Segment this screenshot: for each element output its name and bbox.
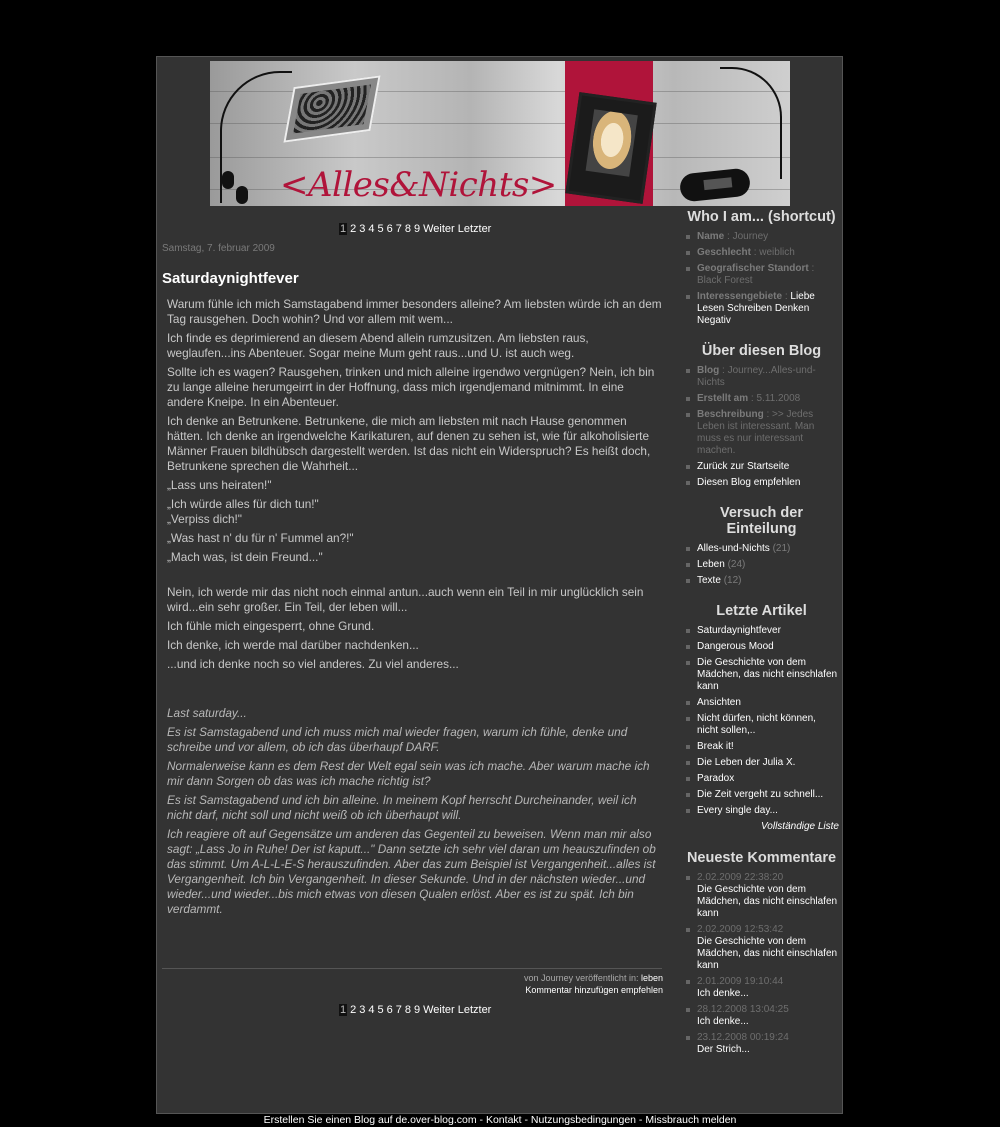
about-key: Erstellt am — [697, 393, 749, 404]
profile-value: weiblich — [759, 247, 795, 258]
last-page-link[interactable]: Letzter — [457, 223, 492, 235]
profile-item: Interessengebiete : Liebe Lesen Schreiben Denken Negativ — [697, 291, 839, 327]
about-item: Beschreibung : >> Jedes Leben ist interessant. Man muss es nur interessant machen. — [697, 409, 839, 457]
terms-link[interactable]: Nutzungsbedingungen — [530, 1114, 637, 1126]
page-link[interactable]: 8 — [404, 1004, 411, 1016]
profile-key: Name — [697, 231, 725, 242]
category-count: (12) — [723, 575, 742, 586]
recommend-link[interactable]: empfehlen — [620, 985, 663, 995]
profile-key: Interessengebiete — [697, 291, 783, 302]
italic-paragraph: Normalerweise kann es dem Rest der Welt egal sein was ich mache. Aber warum mache ich mir dann Sorgen ob das was ich mache richtig ist? — [167, 759, 650, 788]
category-item[interactable] — [697, 559, 839, 571]
profile-item: Geschlecht : weiblich — [697, 247, 839, 259]
category-name[interactable]: Texte — [697, 575, 721, 586]
article-link[interactable]: Ansichten — [697, 697, 839, 709]
comment-item[interactable] — [697, 1032, 839, 1056]
sidebar-heading-about: Über diesen Blog — [701, 343, 822, 359]
page-link[interactable]: 4 — [368, 1004, 375, 1016]
post-divider — [162, 968, 662, 969]
comment-item[interactable] — [697, 924, 839, 972]
article-link[interactable]: Nicht dürfen, nicht können, nicht sollen,.. — [697, 713, 839, 737]
create-blog-link[interactable]: Erstellen Sie einen Blog auf de.over-blog.com — [263, 1114, 477, 1126]
article-list — [684, 625, 839, 817]
post-quote: „Verpiss dich!" — [167, 512, 242, 526]
add-comment-link[interactable]: Kommentar hinzufügen — [525, 985, 619, 995]
footer-separator: - — [476, 1114, 486, 1126]
banner-title: <Alles&Nichts> — [280, 165, 557, 205]
report-abuse-link[interactable]: Missbrauch melden — [645, 1114, 737, 1126]
comment-item[interactable] — [697, 1004, 839, 1028]
article-link[interactable]: Paradox — [697, 773, 839, 785]
about-key: Blog — [697, 365, 720, 376]
category-list — [684, 543, 839, 587]
mp3-player-image — [679, 167, 752, 202]
page-link[interactable]: 2 — [350, 1004, 357, 1016]
post-date: Samstag, 7. februar 2009 — [162, 243, 275, 254]
article-link[interactable]: Every single day... — [697, 805, 839, 817]
next-page-link[interactable]: Weiter — [423, 1004, 455, 1016]
post-footer — [162, 972, 663, 996]
pagination-bottom — [339, 1004, 494, 1016]
home-link[interactable]: Zurück zur Startseite — [697, 461, 839, 473]
post-paragraph: Ich denke an Betrunkene. Betrunkene, die mich am liebsten mit nach Hause genommen hätten. Ich denke an irgendwelche Karikaturen, auf denen zu sehen ist, wie für alkoholisierte Männer Frauen bildhübsch dargestellt werden. Ist das nicht ein Widerspruch? Es heißt doch, Betrunkene sprechen die Wahrheit... — [167, 414, 651, 473]
profile-list — [684, 231, 839, 327]
profile-value: Journey — [732, 231, 769, 242]
comment-date: 2.02.2009 22:38:20 — [697, 872, 784, 883]
post-quote: „Mach was, ist dein Freund..." — [167, 550, 323, 564]
post-quote: „Lass uns heiraten!" — [167, 478, 272, 492]
article-link[interactable]: Die Leben der Julia X. — [697, 757, 839, 769]
header-banner[interactable] — [210, 61, 790, 206]
comment-link[interactable]: Der Strich... — [697, 1044, 750, 1055]
comment-link[interactable]: Ich denke... — [697, 1016, 749, 1027]
italic-section — [167, 706, 662, 917]
earbud-image — [222, 171, 234, 189]
category-name[interactable]: Alles-und-Nichts — [697, 543, 770, 554]
page-link[interactable]: 3 — [359, 1004, 366, 1016]
about-list — [684, 365, 839, 489]
post-paragraph: Ich denke, ich werde mal darüber nachdenken... — [167, 638, 419, 652]
pagination-top — [339, 223, 494, 235]
italic-paragraph: Last saturday... — [167, 706, 247, 720]
article-link[interactable]: Die Zeit vergeht zu schnell... — [697, 789, 839, 801]
category-item[interactable] — [697, 543, 839, 555]
about-value: >> Jedes Leben ist interessant. Man muss es nur interessant machen. — [697, 409, 815, 456]
portrait-photo — [565, 92, 656, 204]
category-count: (21) — [772, 543, 791, 554]
earbud-image — [236, 186, 248, 204]
post-paragraph: Ich fühle mich eingesperrt, ohne Grund. — [167, 619, 375, 633]
page-link[interactable]: 4 — [368, 223, 375, 235]
contact-link[interactable]: Kontakt — [485, 1114, 522, 1126]
article-link[interactable]: Die Geschichte von dem Mädchen, das nicht einschlafen kann — [697, 657, 838, 692]
page-link[interactable]: 3 — [359, 223, 366, 235]
page-link[interactable]: 5 — [377, 223, 384, 235]
page-link-current: 1 — [340, 223, 347, 235]
comment-list — [684, 872, 839, 1056]
post-paragraph: Nein, ich werde mir das nicht noch einmal antun...auch wenn ein Teil in mir unglücklich sein wird...ein sehr großer. Ein Teil, der leben will... — [167, 585, 644, 614]
site-footer — [0, 1114, 1000, 1126]
post-paragraph: Ich finde es deprimierend an diesem Abend allein rumzusitzen. Am liebsten raus, weglaufen...ins Abenteuer. Sogar meine Mum geht raus...und U. ist auch weg. — [167, 331, 589, 360]
sidebar — [684, 209, 839, 1060]
interests-value[interactable]: Liebe Lesen Schreiben Denken Negativ — [697, 291, 815, 326]
player-cable-image — [720, 67, 782, 179]
about-value: Journey...Alles-und-Nichts — [697, 365, 816, 388]
about-item: Blog : Journey...Alles-und-Nichts — [697, 365, 839, 389]
comment-link[interactable]: Die Geschichte von dem Mädchen, das nicht einschlafen kann — [697, 936, 838, 971]
page-link[interactable]: 2 — [350, 223, 357, 235]
profile-value: Black Forest — [697, 275, 753, 286]
page-link[interactable]: 9 — [414, 223, 421, 235]
about-value: 5.11.2008 — [756, 393, 801, 404]
full-list-link[interactable]: Vollständige Liste — [760, 821, 839, 832]
next-page-link[interactable]: Weiter — [423, 223, 455, 235]
post-body — [167, 297, 662, 921]
page-link[interactable]: 6 — [386, 1004, 393, 1016]
page-container — [156, 56, 843, 1114]
profile-key: Geschlecht — [697, 247, 751, 258]
post-quote: „Ich würde alles für dich tun!" — [167, 497, 319, 511]
article-link[interactable]: Break it! — [697, 741, 839, 753]
post-quote: „Was hast n' du für n' Fummel an?!" — [167, 531, 354, 545]
italic-paragraph: Es ist Samstagabend und ich bin alleine. In meinem Kopf herrscht Durcheinander, weil ich nicht darf, nicht soll und nicht weiß ob ich überhaupt will. — [167, 793, 637, 822]
recommend-blog-link[interactable]: Diesen Blog empfehlen — [697, 477, 839, 489]
comment-date: 28.12.2008 13:04:25 — [697, 1004, 789, 1015]
about-item: Erstellt am : 5.11.2008 — [697, 393, 839, 405]
category-link[interactable]: leben — [640, 973, 663, 983]
comment-link[interactable]: Ich denke... — [697, 988, 749, 999]
profile-item: Geografischer Standort : Black Forest — [697, 263, 839, 287]
profile-key: Geografischer Standort — [697, 263, 809, 274]
page-link[interactable]: 7 — [395, 223, 402, 235]
post-title[interactable]: Saturdaynightfever — [162, 270, 299, 287]
page-link-current: 1 — [340, 1004, 347, 1016]
profile-item: Name : Journey — [697, 231, 839, 243]
footer-separator: - — [521, 1114, 531, 1126]
leopard-box-image — [283, 75, 380, 142]
comment-item[interactable] — [697, 976, 839, 1000]
last-page-link[interactable]: Letzter — [457, 1004, 492, 1016]
page-link[interactable]: 9 — [414, 1004, 421, 1016]
category-count: (24) — [727, 559, 746, 570]
comment-date: 2.02.2009 12:53:42 — [697, 924, 784, 935]
page-link[interactable]: 8 — [404, 223, 411, 235]
sidebar-heading-who: Who I am... (shortcut) — [687, 209, 836, 225]
author-line: von Journey veröffentlicht in: — [524, 973, 639, 983]
comment-date: 2.01.2009 19:10:44 — [697, 976, 784, 987]
category-item[interactable] — [697, 575, 839, 587]
article-link[interactable]: Dangerous Mood — [697, 641, 839, 653]
post-paragraph: Sollte ich es wagen? Rausgehen, trinken und mich alleine irgendwo vergnügen? Nein, ich bin zu lange alleine herumgeirrt in der Hoffnung, dass mich irgendjemand mitnimmt. In eine andere Kneipe. In ein Abenteuer. — [167, 365, 655, 409]
post-paragraph: Warum fühle ich mich Samstagabend immer besonders alleine? Am liebsten würde ich an dem Tag rausgehen. Doch wohin? Und vor allem mit wem... — [167, 297, 662, 326]
comment-link[interactable]: Die Geschichte von dem Mädchen, das nicht einschlafen kann — [697, 884, 838, 919]
page-link[interactable]: 6 — [386, 223, 393, 235]
article-link[interactable]: Saturdaynightfever — [697, 625, 839, 637]
about-key: Beschreibung — [697, 409, 764, 420]
post-paragraph: ...und ich denke noch so viel anderes. Zu viel anderes... — [167, 657, 459, 671]
sidebar-heading-categories: Versuch der Einteilung — [719, 505, 803, 537]
comment-date: 23.12.2008 00:19:24 — [697, 1032, 789, 1043]
italic-paragraph: Es ist Samstagabend und ich muss mich mal wieder fragen, warum ich fühle, denke und schreibe und vor allem, ob ich das überhaupf DARF. — [167, 725, 628, 754]
page-link[interactable]: 5 — [377, 1004, 384, 1016]
sidebar-heading-articles: Letzte Artikel — [716, 603, 807, 619]
page-link[interactable]: 7 — [395, 1004, 402, 1016]
sidebar-heading-comments: Neueste Kommentare — [686, 850, 837, 866]
comment-item[interactable] — [697, 872, 839, 920]
footer-separator: - — [636, 1114, 646, 1126]
category-name[interactable]: Leben — [697, 559, 725, 570]
italic-paragraph: Ich reagiere oft auf Gegensätze um anderen das Gegenteil zu beweisen. Wenn man mir also sagt: „Lass Jo in Ruhe! Der ist kaputt..." Dann setzte ich sehr viel daran um heauszufinden ob das stimmt. Um A-L-L-E-S herauszufinden. Aber das zum Beispiel ist Vergangenheit...alles ist Vergangenheit. Ich bin Vergangenheit. In dieser Sekunde. Und in der nächsten wieder...und wieder...und wieder...bis mich etwas von diesen Qualen erlöst. Aber es ist zu spät. Ich bin verdammt. — [167, 827, 656, 916]
